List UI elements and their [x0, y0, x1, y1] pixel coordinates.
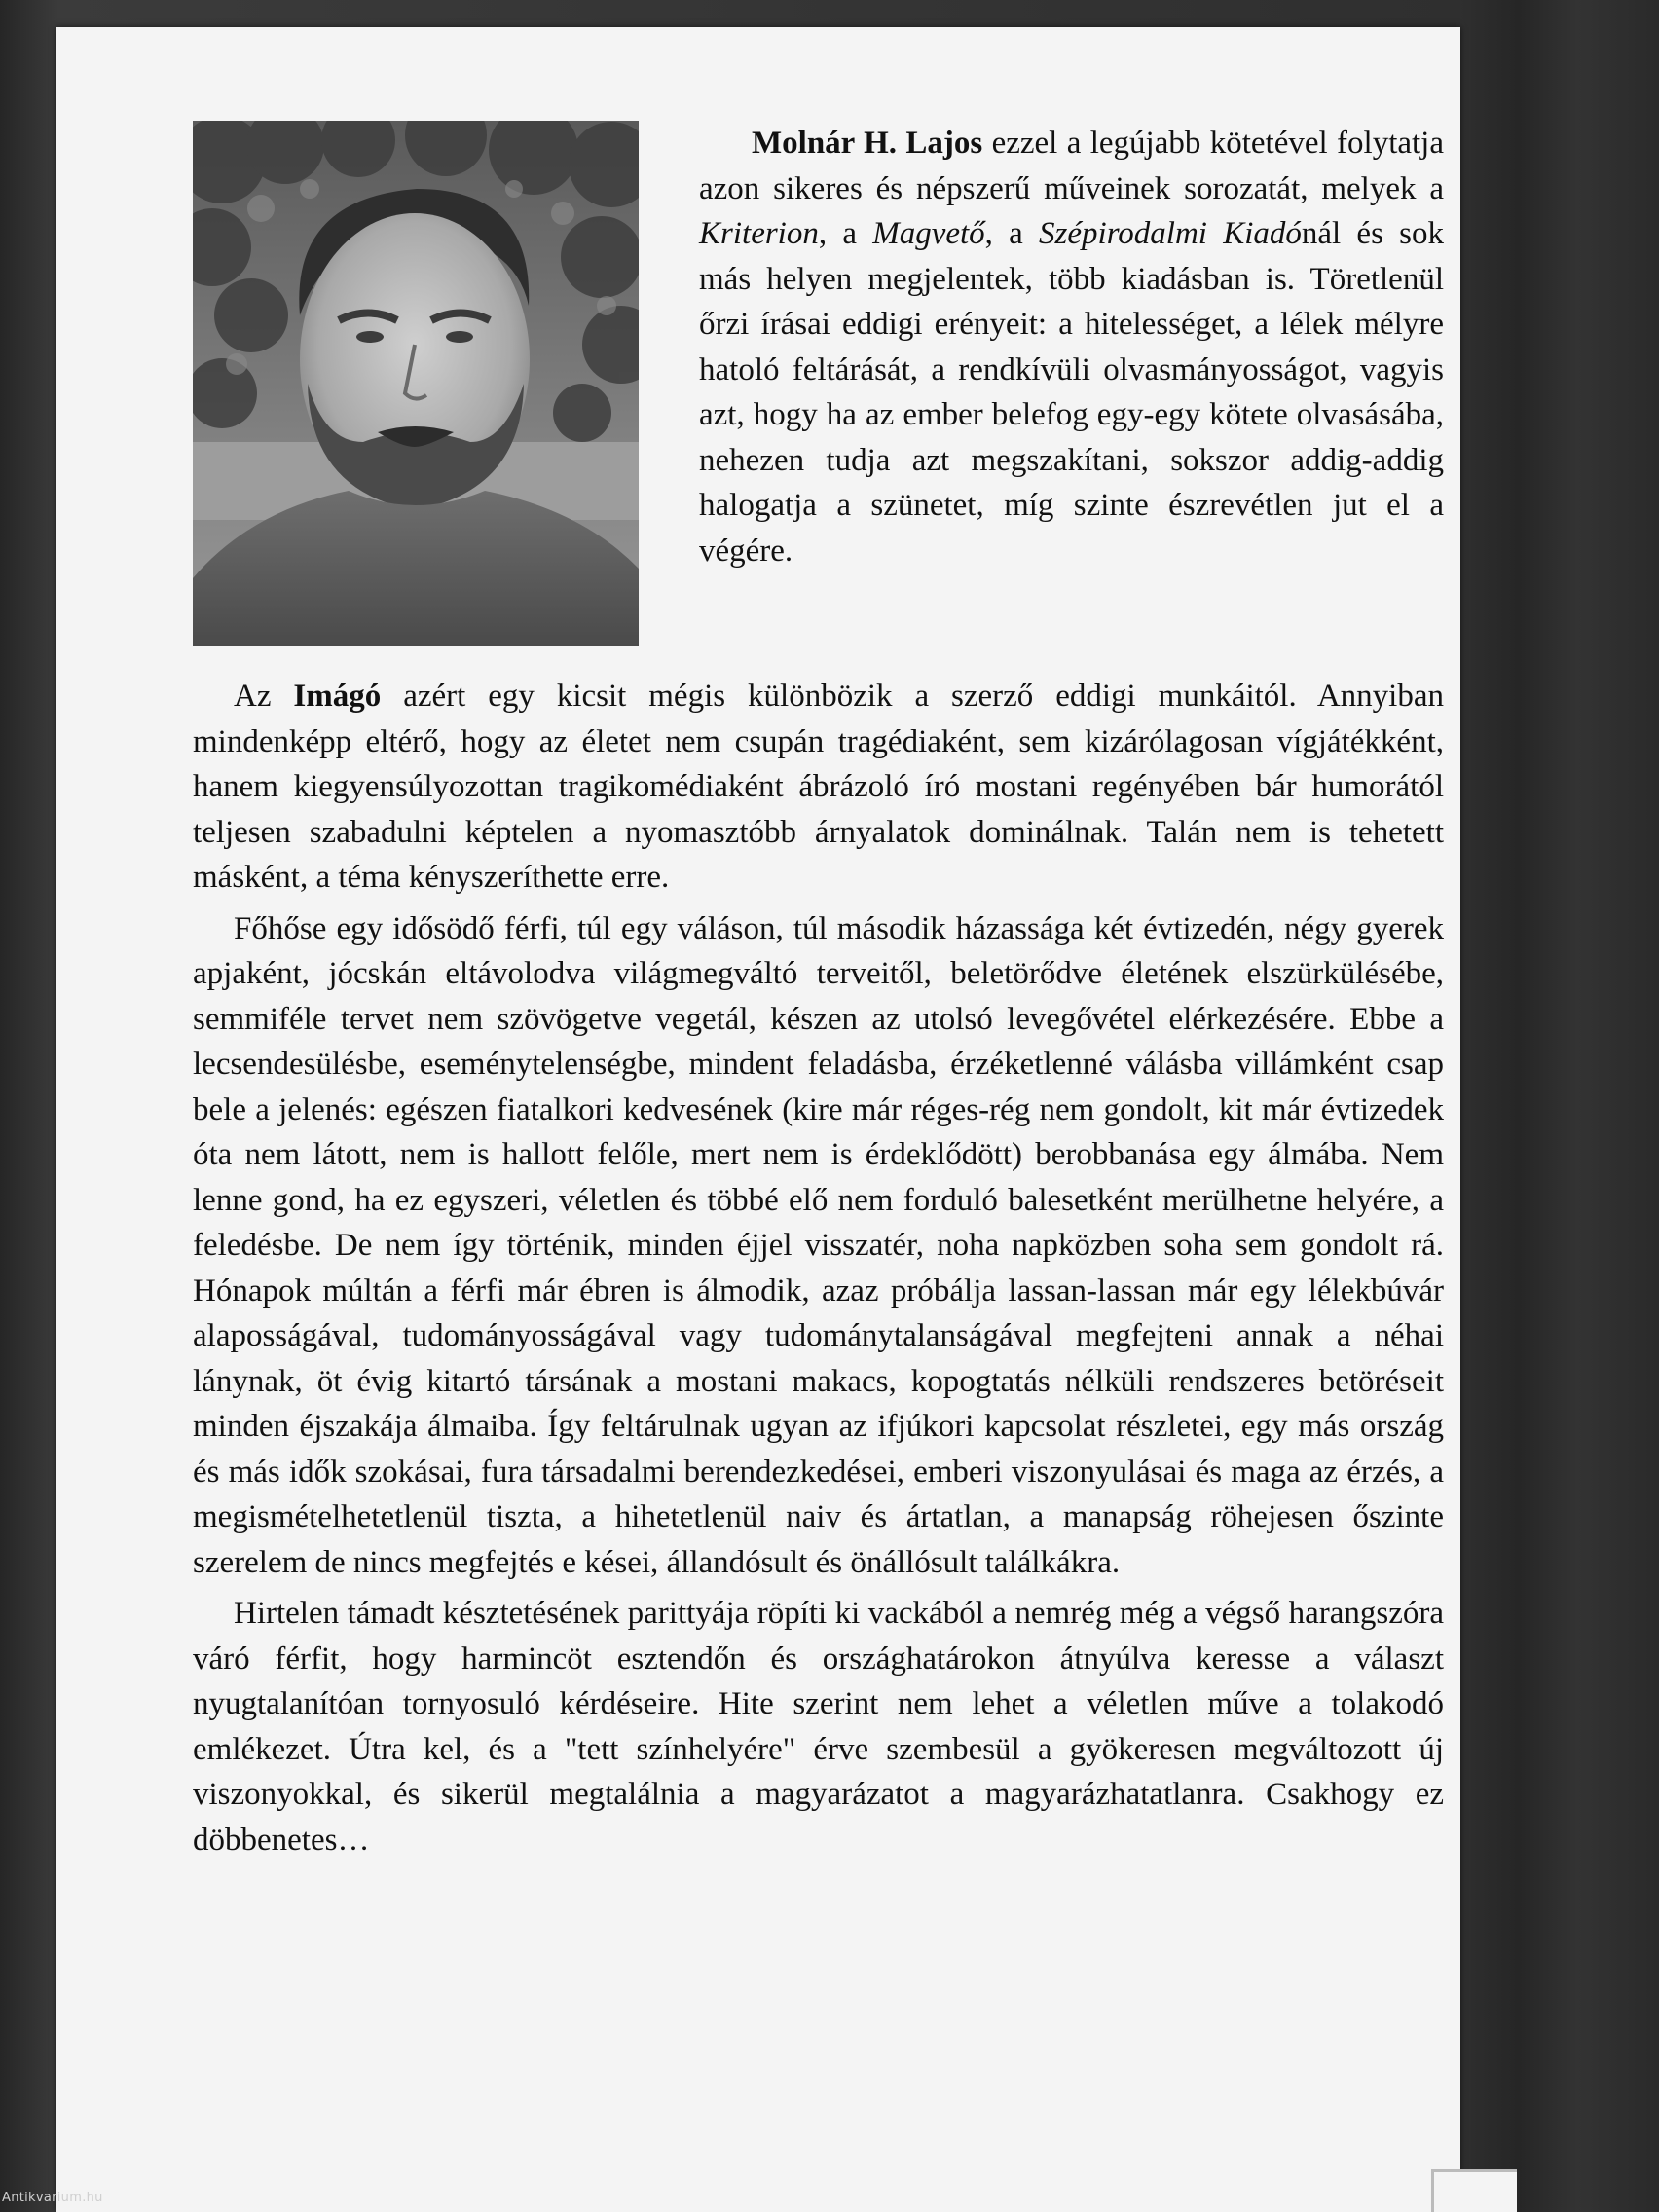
paragraph-journey: Hirtelen támadt késztetésének parittyája röpíti ki vackából a nemrég még a végső harangszóra váró férfit, hogy harmincöt esztendőn és országhatárokon átnyúlva keresse a választ nyugtalanítóan tornyosuló kérdéseire. Hite szerint nem lehet a véletlen műve a tolakodó emlékezet. Útra kel, és a "tett színhelyére" érve szembesül a gyökeresen megváltozott új viszonyokkal, és sikerül megtalálnia a magyarázatot a magyarázhatatlanra. Csakhogy ez döbbenetes… [193, 1596, 1444, 1858]
intro-text-3: , a [984, 216, 1040, 251]
p2-pre: Az [234, 679, 294, 714]
barcode-placeholder-box [1431, 2169, 1517, 2212]
paragraph-protagonist: Főhőse egy idősödő férfi, túl egy váláson, túl második házassága két évtizedén, négy gyerek apjaként, jócskán eltávolodva világmegváltó terveitől, beletörődve életének elszürkülésébe, semmiféle tervet nem szövögetve vegetál, készen az utolsó levegővétel elérkezésére. Ebbe a lecsendesülésbe, eseménytelenségbe, mindent feladásba, érzéketlenné válásba villámként csap bele a jelenés: egészen fiatalkori kedvesének (kire már réges-rég nem gondolt, kit már évtizedek óta nem látott, nem is hallott felőle, mert nem is érdeklődött) berobbanása egy álmába. Nem lenne gond, ha ez egyszeri, véletlen és többé elő nem forduló balesetként merülhetne helyére, a feledésbe. De nem így történik, minden éjjel visszatér, noha napközben soha sem gondolt rá. Hónapok múltán a férfi már ébren is álmodik, azaz próbálja lassan-lassan már egy lélekbúvár alaposságával, tudományosságával vagy tudománytalanságával megfejteni annak a néhai lánynak, öt évig kitartó társának a mostani makacs, kopogtatás nélküli rendszeres betöréseit minden éjszakája álmaiba. Így feltárulnak ugyan az ifjúkori kapcsolat részletei, egy más ország és más idők szokásai, fura társadalmi berendezkedései, emberi viszonyulásai és maga az érzés, a megismételhetetlenül tiszta, a hihetetlenül naiv és ártatlan, a manapság röhejesen őszinte szerelem de nincs megfejtés e kései, állandósult és önállósult találkákra. [193, 910, 1444, 1580]
blurb-body [193, 674, 1444, 1862]
paragraph-imago [193, 674, 1444, 901]
intro-paragraph [699, 121, 1444, 573]
p2-rest: azért egy kicsit mégis különbözik a szerző eddigi munkáitól. Annyiban mindenképp eltérő, hogy az életet nem csupán tragédiaként, sem kizárólagosan vígjátékként, hanem kiegyensúlyozottan tragikomédiaként ábrázoló író mostani regényében bár humorától teljesen szabadulni képtelen a nyomasztóbb árnyalatok dominálnak. Talán nem is tehetett másként, a téma kényszeríthette erre. [193, 679, 1444, 895]
intro-text-2: , a [818, 216, 873, 251]
publisher-kriterion: Kriterion [699, 216, 819, 251]
publisher-szepirodalmi: Szépirodalmi Kiadó [1039, 216, 1302, 251]
book-back-cover-page [56, 27, 1460, 2212]
publisher-magveto: Magvető [872, 216, 985, 251]
author-portrait-image [193, 121, 639, 646]
book-title: Imágó [293, 679, 382, 714]
author-name: Molnár H. Lajos [752, 126, 983, 161]
intro-column [699, 121, 1444, 573]
intro-text-4: nál és sok más helyen megjelentek, több kiadásban is. Töretlenül őrzi írásai eddigi erényeit: a hitelességet, a lélek mélyre hatoló feltárását, a rendkívüli olvasmányosságot, vagyis azt, hogy ha az ember belefog egy-egy kötete olvasásába, nehezen tudja azt megszakítani, sokszor addig-addig halogatja a szünetet, míg szinte észrevétlen jut el a végére. [699, 216, 1444, 569]
watermark-text: Antikvarium.hu [2, 2191, 103, 2205]
author-photo [193, 121, 639, 646]
intro-text-1: ezzel a legújabb kötetével folytatja azon sikeres és népszerű műveinek sorozatát, melyek a [699, 126, 1444, 206]
